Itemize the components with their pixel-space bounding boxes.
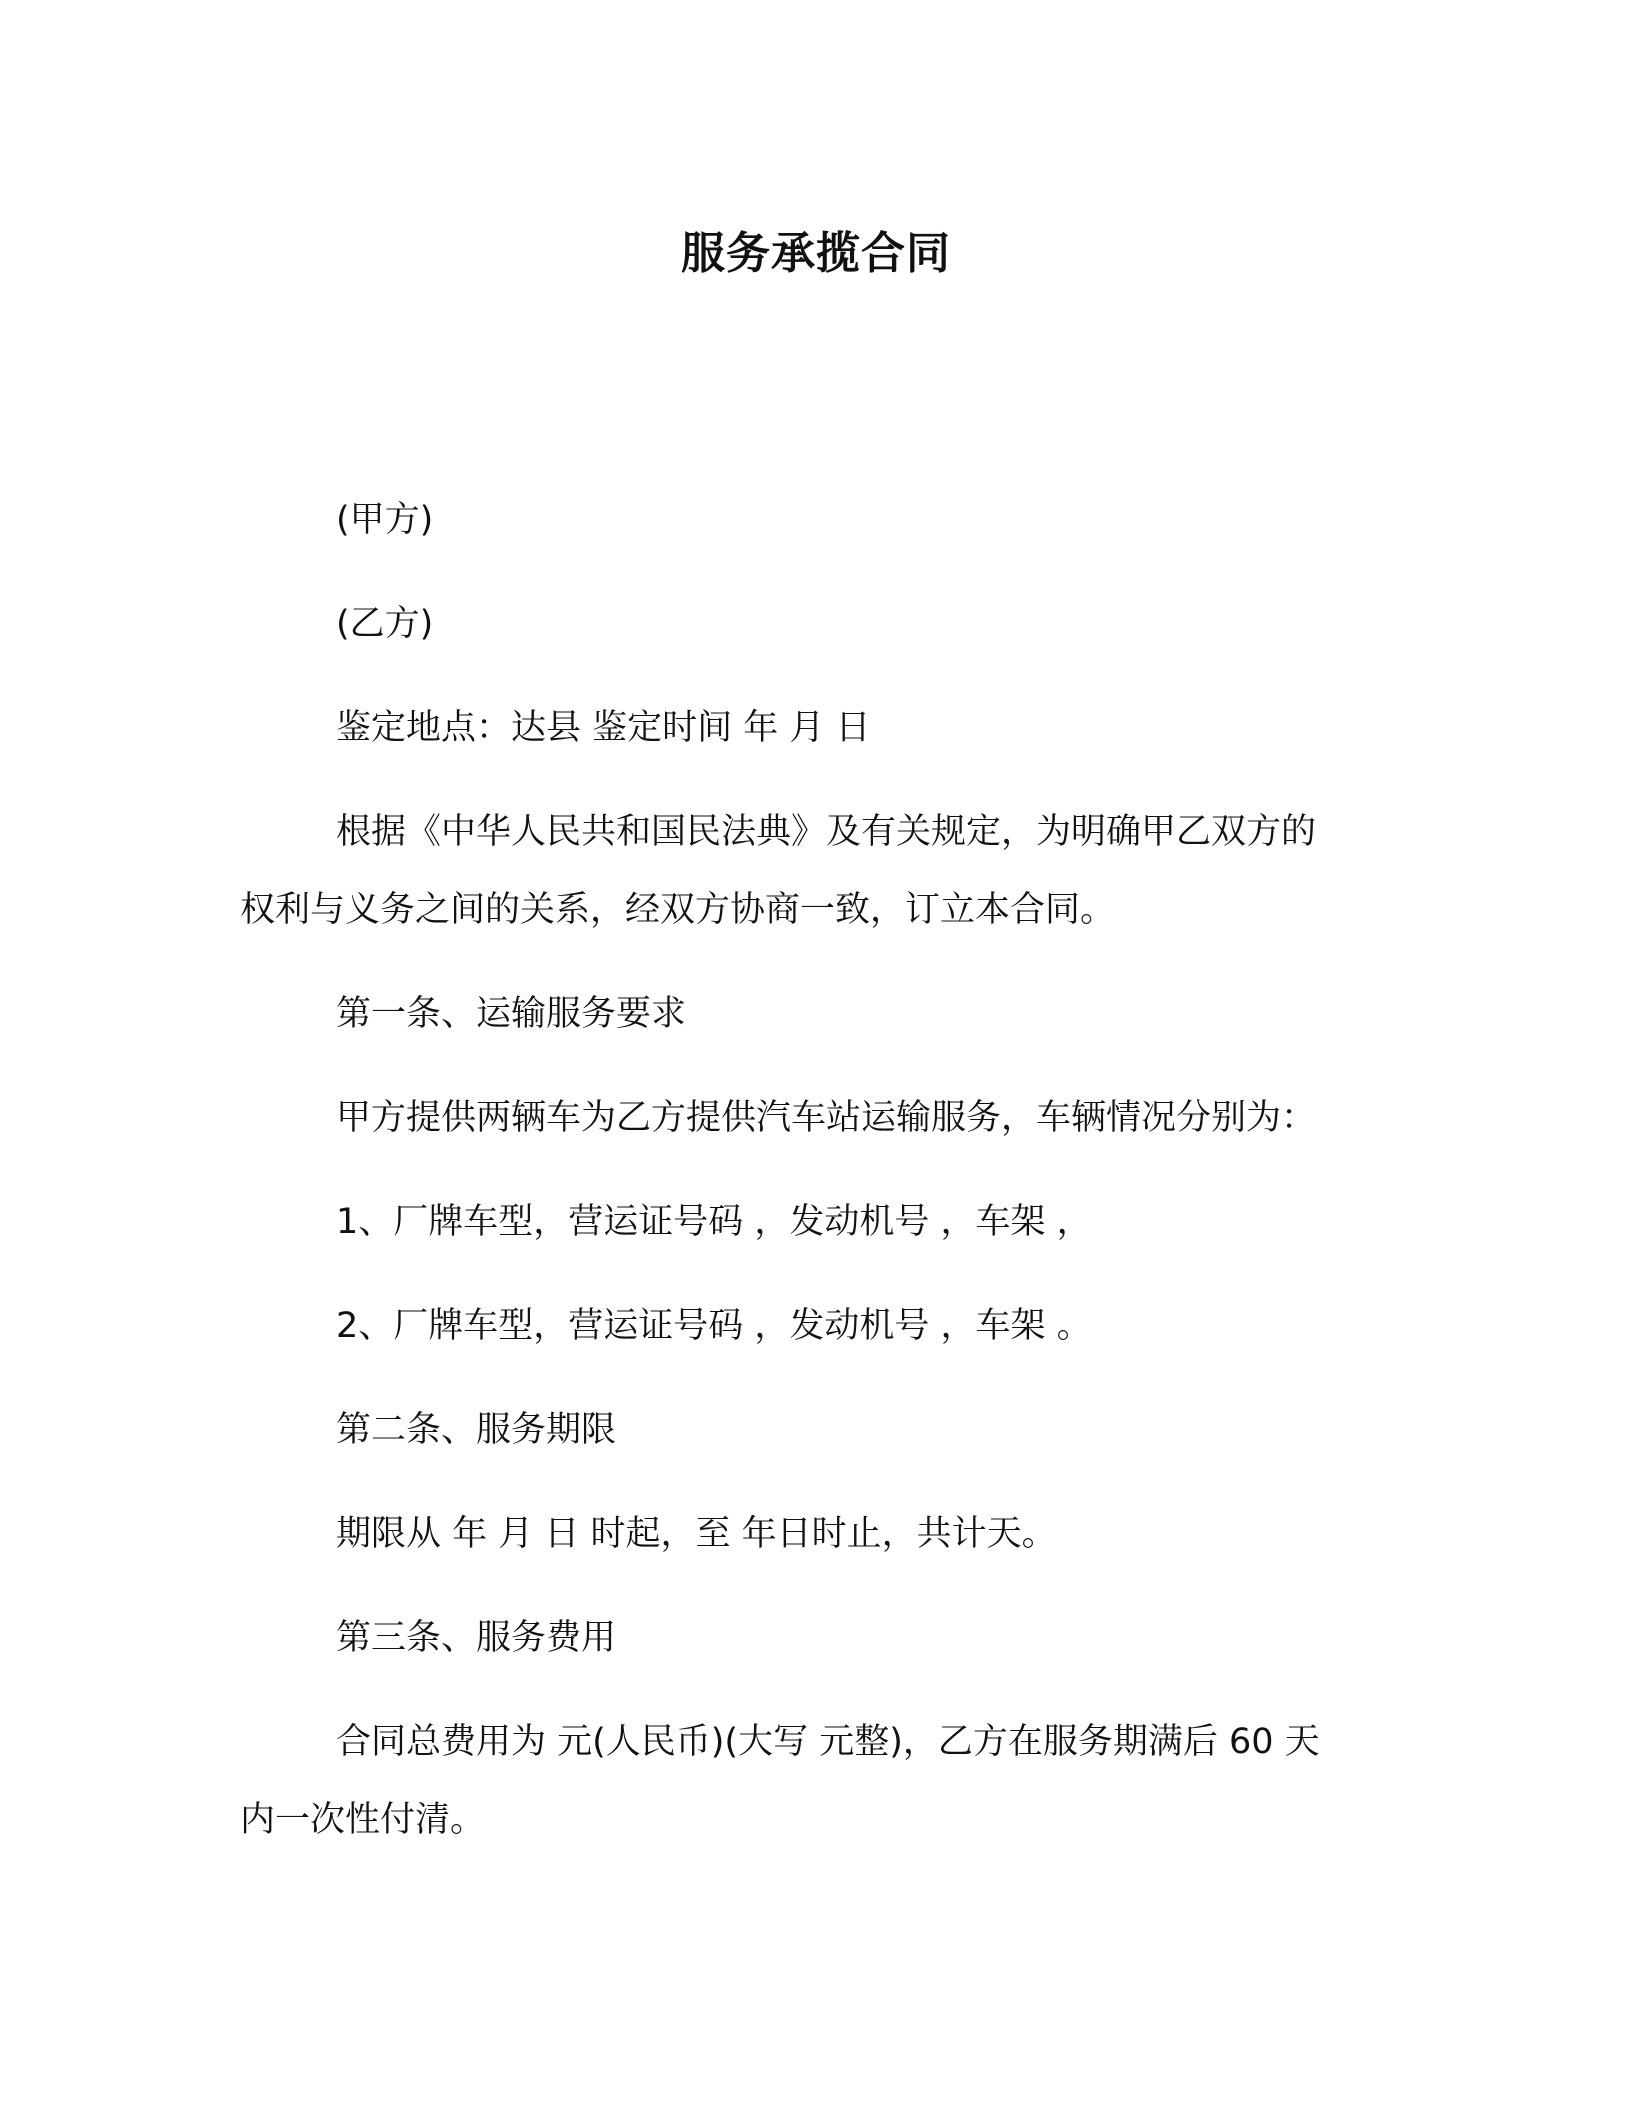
article-3-text-line-1: 合同总费用为 元(人民币)(大写 元整)，乙方在服务期满后 60 天 [336, 1722, 1320, 1762]
party-b: (乙方) [336, 604, 434, 644]
preamble-line-2: 权利与义务之间的关系，经双方协商一致，订立本合同。 [240, 890, 1116, 930]
article-2-heading: 第二条、服务期限 [336, 1410, 617, 1450]
article-1-intro: 甲方提供两辆车为乙方提供汽车站运输服务，车辆情况分别为： [336, 1098, 1317, 1138]
document-title: 服务承揽合同 [681, 228, 951, 279]
party-a: (甲方) [336, 500, 434, 540]
article-3-heading: 第三条、服务费用 [336, 1618, 617, 1658]
article-1-item-2: 2、厂牌车型，营运证号码 ，发动机号 ，车架 。 [336, 1306, 1092, 1346]
preamble-line-1: 根据《中华人民共和国民法典》及有关规定，为明确甲乙双方的 [336, 812, 1317, 852]
article-1-heading: 第一条、运输服务要求 [336, 994, 687, 1034]
article-3-text-line-2: 内一次性付清。 [240, 1800, 486, 1840]
article-1-item-1: 1、厂牌车型，营运证号码 ，发动机号 ，车架 ， [336, 1202, 1092, 1242]
location-time-line: 鉴定地点：达县 鉴定时间 年 月 日 [336, 708, 871, 748]
article-2-text: 期限从 年 月 日 时起，至 年日时止，共计天。 [336, 1514, 1057, 1554]
